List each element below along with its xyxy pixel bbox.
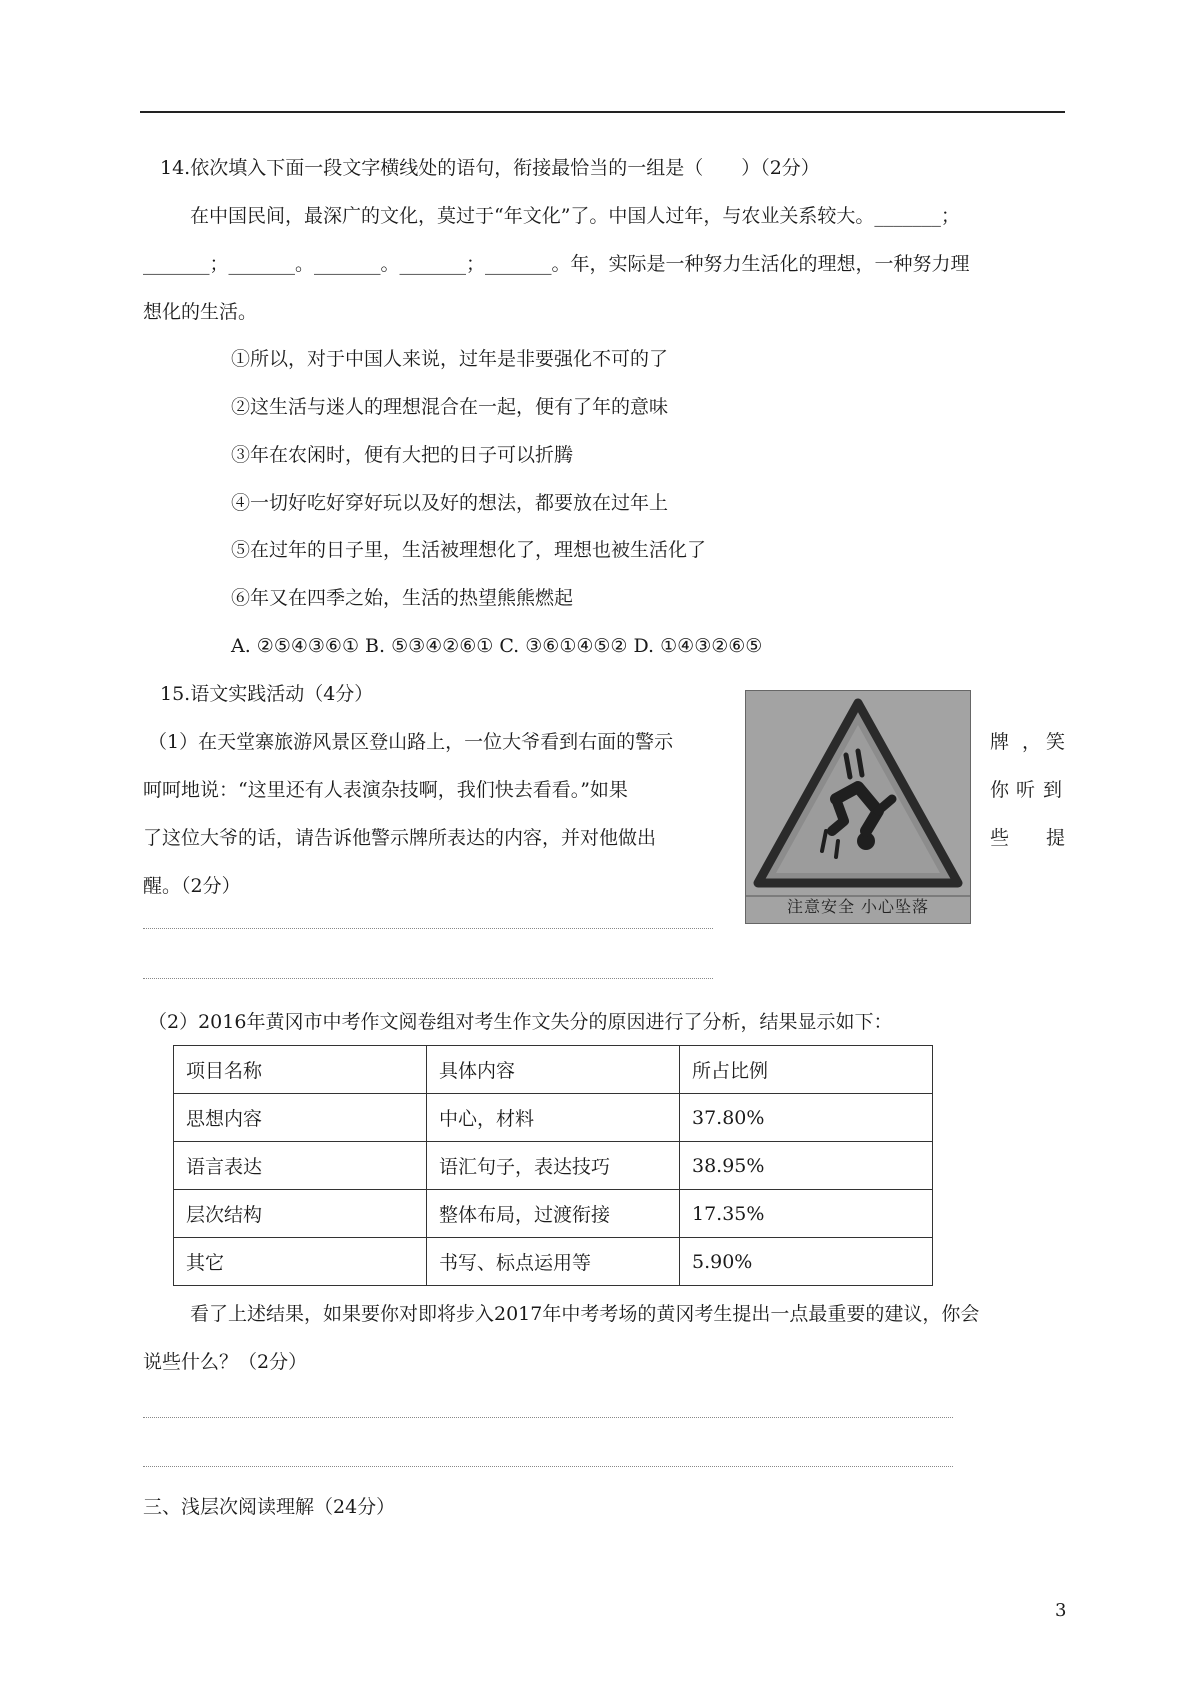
q15-part1-line4: 醒。（2分） bbox=[143, 875, 241, 897]
page-number: 3 bbox=[1055, 1600, 1067, 1621]
table-cell: 5.90% bbox=[680, 1238, 933, 1286]
table-cell: 思想内容 bbox=[174, 1094, 427, 1142]
table-header-row bbox=[174, 1046, 933, 1094]
q15-part1-line2-tail-1: 你 bbox=[990, 779, 1010, 801]
q15-part1-line2: 呵呵地说：“这里还有人表演杂技啊，我们快去看看。”如果 bbox=[143, 779, 628, 801]
table-cell: 书写、标点运用等 bbox=[427, 1238, 680, 1286]
answer-line-3[interactable] bbox=[143, 1417, 953, 1418]
table-row bbox=[174, 1238, 933, 1286]
q15-part1-line3-tail-2: 提 bbox=[1046, 827, 1066, 849]
table-row bbox=[174, 1142, 933, 1190]
answer-line-2[interactable] bbox=[143, 978, 713, 979]
table-row bbox=[174, 1190, 933, 1238]
q15-part1-line3-tail-1: 些 bbox=[990, 827, 1010, 849]
q15-part2-question-line1: 看了上述结果，如果要你对即将步入2017年中考考场的黄冈考生提出一点最重要的建议，你会 bbox=[190, 1303, 980, 1325]
sign-caption: 注意安全 小心坠落 bbox=[786, 897, 930, 916]
falling-warning-icon bbox=[746, 691, 970, 923]
q15-part1-line3: 了这位大爷的话，请告诉他警示牌所表达的内容，并对他做出 bbox=[143, 827, 657, 849]
table-header-cell: 具体内容 bbox=[427, 1046, 680, 1094]
table-cell: 37.80% bbox=[680, 1094, 933, 1142]
q15-part1-line2-tail-3: 到 bbox=[1043, 779, 1063, 801]
table-cell: 其它 bbox=[174, 1238, 427, 1286]
answer-line-4[interactable] bbox=[143, 1466, 953, 1467]
analysis-table bbox=[173, 1045, 933, 1286]
q15-part2-intro: （2）2016年黄冈市中考作文阅卷组对考生作文失分的原因进行了分析，结果显示如下： bbox=[148, 1011, 893, 1033]
q14-option-4: ④一切好吃好穿好玩以及好的想法，都要放在过年上 bbox=[231, 492, 669, 514]
q14-stem: 14.依次填入下面一段文字横线处的语句，衔接最恰当的一组是（ ）（2分） bbox=[160, 157, 820, 179]
q14-option-6: ⑥年又在四季之始，生活的热望熊熊燃起 bbox=[231, 587, 574, 609]
header-rule bbox=[140, 111, 1065, 113]
table-header-cell: 所占比例 bbox=[680, 1046, 933, 1094]
table-cell: 38.95% bbox=[680, 1142, 933, 1190]
q15-part1-line1-tail-2: ， bbox=[1022, 731, 1042, 753]
q14-option-5: ⑤在过年的日子里，生活被理想化了，理想也被生活化了 bbox=[231, 539, 707, 561]
q15-title: 15.语文实践活动（4分） bbox=[160, 683, 374, 705]
answer-line-1[interactable] bbox=[143, 928, 713, 929]
table-cell: 17.35% bbox=[680, 1190, 933, 1238]
q14-choices: A. ②⑤④③⑥① B. ⑤③④②⑥① C. ③⑥①④⑤② D. ①④③②⑥⑤ bbox=[231, 635, 763, 657]
q15-part1-line1-tail-1: 牌 bbox=[990, 731, 1010, 753]
q14-passage-line2: _______；_______。_______。_______；_______。年，实际是一种努力生活化的理想，一种努力理 bbox=[143, 253, 970, 275]
q14-passage-line3: 想化的生活。 bbox=[143, 301, 258, 323]
table-row bbox=[174, 1094, 933, 1142]
q15-part1-line1: （1）在天堂寨旅游风景区登山路上，一位大爷看到右面的警示 bbox=[148, 731, 674, 753]
q14-option-1: ①所以，对于中国人来说，过年是非要强化不可的了 bbox=[231, 348, 669, 370]
q14-option-2: ②这生活与迷人的理想混合在一起，便有了年的意味 bbox=[231, 396, 669, 418]
q15-part2-question-line2: 说些什么？（2分） bbox=[143, 1351, 308, 1373]
table-cell: 语汇句子，表达技巧 bbox=[427, 1142, 680, 1190]
q15-part1-line2-tail-2: 听 bbox=[1016, 779, 1036, 801]
section3-title: 三、浅层次阅读理解（24分） bbox=[143, 1496, 396, 1518]
table-header-cell: 项目名称 bbox=[174, 1046, 427, 1094]
table-cell: 中心，材料 bbox=[427, 1094, 680, 1142]
warning-sign-image bbox=[745, 690, 971, 924]
table-cell: 整体布局，过渡衔接 bbox=[427, 1190, 680, 1238]
table-cell: 层次结构 bbox=[174, 1190, 427, 1238]
table-cell: 语言表达 bbox=[174, 1142, 427, 1190]
q14-option-3: ③年在农闲时，便有大把的日子可以折腾 bbox=[231, 444, 574, 466]
q14-passage-line1: 在中国民间，最深广的文化，莫过于“年文化”了。中国人过年，与农业关系较大。_______； bbox=[190, 205, 960, 227]
q15-part1-line1-tail-3: 笑 bbox=[1046, 731, 1066, 753]
